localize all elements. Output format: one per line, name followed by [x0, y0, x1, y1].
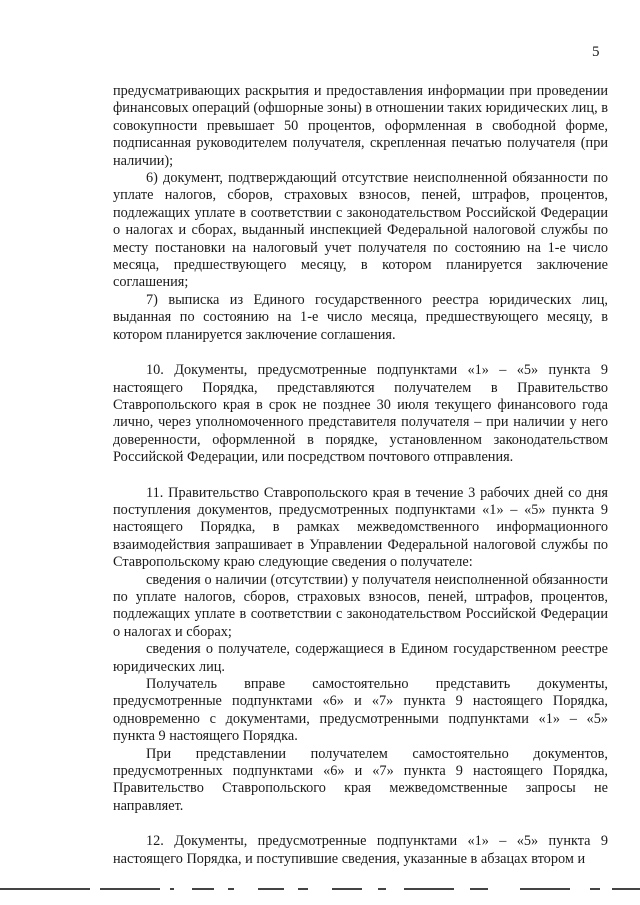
scan-line-segment: [228, 888, 234, 890]
paragraph-clause-11: 11. Правительство Ставропольского края в течение 3 рабочих дней со дня поступления документов, предусмотренных подпунктами «1» – «5» пункта 9 настоящего Порядка, в рамках межведомственного информационного взаимодействия запрашивает в Управлении Федеральной налоговой службы по Ставропольскому краю следующие сведения о получателе:: [113, 484, 608, 571]
document-body: [113, 83, 608, 868]
scan-line-segment: [378, 888, 386, 890]
paragraph-clause-11-no-requests: При представлении получателем самостоятельно документов, предусмотренных подпунктами «6» и «7» пункта 9 настоящего Порядка, Правительство Ставропольского края межведомственные запросы не направляет.: [113, 745, 608, 814]
paragraph-clause-10: 10. Документы, предусмотренные подпунктами «1» – «5» пункта 9 настоящего Порядка, представляются получателем в Правительство Ставропольского края в срок не позднее 30 июля текущего финансового года лично, через уполномоченного представителя получателя – при наличии у него доверенности, оформленной в порядке, установленном законодательством Российской Федерации, или посредством почтового отправления.: [113, 362, 608, 466]
scan-line-segment: [298, 888, 308, 890]
scan-artifact-lines: [0, 888, 640, 898]
paragraph-continuation: предусматривающих раскрытия и предоставления информации при проведении финансовых операций (офшорные зоны) в отношении таких юридических лиц, в совокупности превышает 50 процентов, оформленная в свободной форме, подписанная руководителем получателя, скрепленная печатью получателя (при наличии);: [113, 83, 608, 169]
scan-line-segment: [470, 888, 488, 890]
paragraph-item-7: 7) выписка из Единого государственного реестра юридических лиц, выданная по состоянию на 1-е число месяца, предшествующего месяцу, в котором планируется заключение соглашения.: [113, 291, 608, 343]
scan-line-segment: [192, 888, 214, 890]
scan-line-segment: [404, 888, 454, 890]
paragraph-clause-11-tax-info: сведения о наличии (отсутствии) у получателя неисполненной обязанности по уплате налогов, сборов, страховых взносов, пеней, штрафов, процентов, подлежащих уплате в соответствии с законодательством Российской Федерации о налогах и сборах;: [113, 571, 608, 640]
scan-line-segment: [332, 888, 362, 890]
scan-line-segment: [0, 888, 90, 890]
scan-line-segment: [100, 888, 160, 890]
paragraph-item-6: 6) документ, подтверждающий отсутствие неисполненной обязанности по уплате налогов, сборов, страховых взносов, пеней, штрафов, процентов, подлежащих уплате в соответствии с законодательством Российской Федерации о налогах и сборах, выданный инспекцией Федеральной налоговой службы по месту постановки на налоговый учет получателя по состоянию на 1-е число месяца, предшествующего месяцу, в котором планируется заключение соглашения;: [113, 170, 608, 291]
page-number: 5: [592, 44, 600, 60]
scan-line-segment: [520, 888, 570, 890]
scan-line-segment: [590, 888, 600, 890]
paragraph-clause-11-self-submit: Получатель вправе самостоятельно представить документы, предусмотренные подпунктами «6» и «7» пункта 9 настоящего Порядка, одновременно с документами, предусмотренными подпунктами «1» – «5» пункта 9 настоящего Порядка.: [113, 676, 608, 745]
paragraph-clause-11-registry-info: сведения о получателе, содержащиеся в Едином государственном реестре юридических лиц.: [113, 641, 608, 675]
scan-line-segment: [612, 888, 640, 890]
scan-line-segment: [170, 888, 174, 890]
scan-line-segment: [258, 888, 284, 890]
paragraph-clause-12: 12. Документы, предусмотренные подпунктами «1» – «5» пункта 9 настоящего Порядка, и поступившие сведения, указанные в абзацах втором и: [113, 833, 608, 867]
